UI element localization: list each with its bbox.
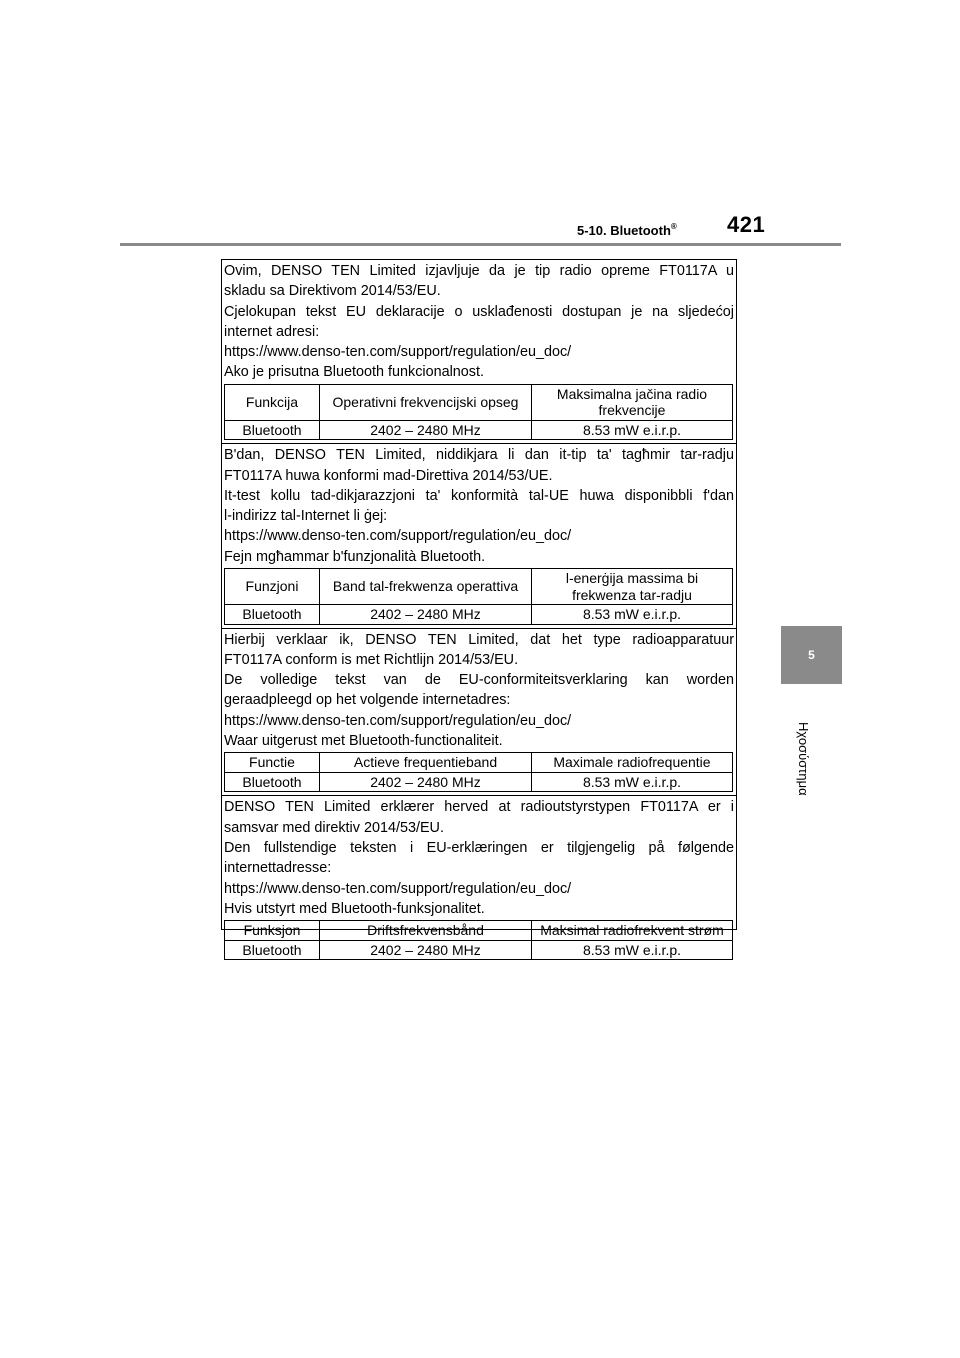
declaration-block-bosnian <box>222 260 736 444</box>
table-cell: 2402 – 2480 MHz <box>320 420 532 440</box>
chapter-title: Ηχοσύστημα <box>796 722 811 796</box>
declaration-text: samsvar med direktiv 2014/53/EU. <box>224 819 444 836</box>
declaration-text: De volledige tekst van de EU-conformiteitsverklaring kan worden <box>224 672 734 689</box>
table-cell: 8.53 mW e.i.r.p. <box>532 605 733 625</box>
table-header-cell: Actieve frequentieband <box>320 753 532 773</box>
table-cell: 2402 – 2480 MHz <box>320 605 532 625</box>
declaration-text: geraadpleegd op het volgende internetadres: <box>224 692 511 709</box>
table-header-row <box>225 753 733 773</box>
table-header-row <box>225 384 733 420</box>
spec-table <box>224 384 733 441</box>
declaration-text: B'dan, DENSO TEN Limited, niddikjara li dan it-tip ta' tagħmir tar-radju <box>224 447 734 464</box>
declaration-url: https://www.denso-ten.com/support/regulation/eu_doc/ <box>224 880 572 897</box>
table-header-cell: l-enerġija massima bi frekwenza tar-radju <box>532 569 733 605</box>
declaration-url: https://www.denso-ten.com/support/regulation/eu_doc/ <box>224 344 572 361</box>
declaration-text: internettadresse: <box>224 860 332 877</box>
declaration-text: Hierbij verklaar ik, DENSO TEN Limited, dat het type radioapparatuur <box>224 631 734 648</box>
page-number: 421 <box>727 212 766 237</box>
declaration-box <box>221 259 737 958</box>
declaration-url: https://www.denso-ten.com/support/regulation/eu_doc/ <box>224 712 572 729</box>
chapter-tab <box>781 626 842 684</box>
declaration-text: internet adresi: <box>224 323 320 340</box>
table-header-cell: Maximale radiofrequentie <box>532 753 733 773</box>
table-cell: 8.53 mW e.i.r.p. <box>532 940 733 960</box>
declaration-text: Hvis utstyrt med Bluetooth-funksjonalitet. <box>224 900 485 917</box>
declaration-text: It-test kollu tad-dikjarazzjoni ta' konformità tal-UE huwa disponibbli f'dan <box>224 487 734 504</box>
table-row <box>225 772 733 792</box>
table-header-cell: Functie <box>225 753 320 773</box>
table-cell: Bluetooth <box>225 772 320 792</box>
table-header-cell: Driftsfrekvensbånd <box>320 921 532 941</box>
declaration-text: Fejn mgħammar b'funzjonalità Bluetooth. <box>224 548 486 565</box>
table-header-cell: Funkcija <box>225 384 320 420</box>
table-cell: Bluetooth <box>225 605 320 625</box>
chapter-number: 5 <box>808 648 815 662</box>
table-header-row <box>225 921 733 941</box>
spec-table <box>224 568 733 625</box>
table-cell: 8.53 mW e.i.r.p. <box>532 420 733 440</box>
section-title <box>577 222 677 238</box>
table-header-cell: Funzjoni <box>225 569 320 605</box>
declaration-text: Ako je prisutna Bluetooth funkcionalnost. <box>224 364 484 381</box>
declaration-text: Waar uitgerust met Bluetooth-functionaliteit. <box>224 733 503 750</box>
declaration-text: DENSO TEN Limited erklærer herved at radioutstyrstypen FT0117A er i <box>224 799 734 816</box>
declaration-block-maltese <box>222 444 736 628</box>
table-cell: 8.53 mW e.i.r.p. <box>532 772 733 792</box>
declaration-text: l-indirizz tal-Internet li ġej: <box>224 508 388 525</box>
table-header-cell: Operativni frekvencijski opseg <box>320 384 532 420</box>
spec-table <box>224 920 733 960</box>
table-row <box>225 940 733 960</box>
table-header-cell: Funksjon <box>225 921 320 941</box>
declaration-url: https://www.denso-ten.com/support/regulation/eu_doc/ <box>224 528 572 545</box>
table-cell: 2402 – 2480 MHz <box>320 940 532 960</box>
declaration-text: skladu sa Direktivom 2014/53/EU. <box>224 283 441 300</box>
table-header-row <box>225 569 733 605</box>
table-cell: Bluetooth <box>225 420 320 440</box>
declaration-text: FT0117A huwa konformi mad-Direttiva 2014/53/UE. <box>224 467 553 484</box>
table-header-cell: Band tal-frekwenza operattiva <box>320 569 532 605</box>
declaration-text: FT0117A conform is met Richtlijn 2014/53/EU. <box>224 651 519 668</box>
table-row <box>225 420 733 440</box>
spec-table <box>224 752 733 792</box>
declaration-block-norwegian <box>222 796 736 960</box>
registered-mark: ® <box>670 222 677 231</box>
table-cell: Bluetooth <box>225 940 320 960</box>
header-divider <box>120 243 841 246</box>
table-cell: 2402 – 2480 MHz <box>320 772 532 792</box>
table-row <box>225 605 733 625</box>
table-header-cell: Maksimal radiofrekvent strøm <box>532 921 733 941</box>
declaration-text: Cjelokupan tekst EU deklaracije o usklađenosti dostupan je na sljedećoj <box>224 303 734 320</box>
declaration-block-dutch <box>222 629 736 797</box>
section-title-text: 5-10. Bluetooth <box>577 223 671 238</box>
declaration-text: Ovim, DENSO TEN Limited izjavljuje da je tip radio opreme FT0117A u <box>224 263 734 279</box>
declaration-text: Den fullstendige teksten i EU-erklæringen er tilgjengelig på følgende <box>224 839 734 856</box>
table-header-cell: Maksimalna jačina radio frekvencije <box>532 384 733 420</box>
